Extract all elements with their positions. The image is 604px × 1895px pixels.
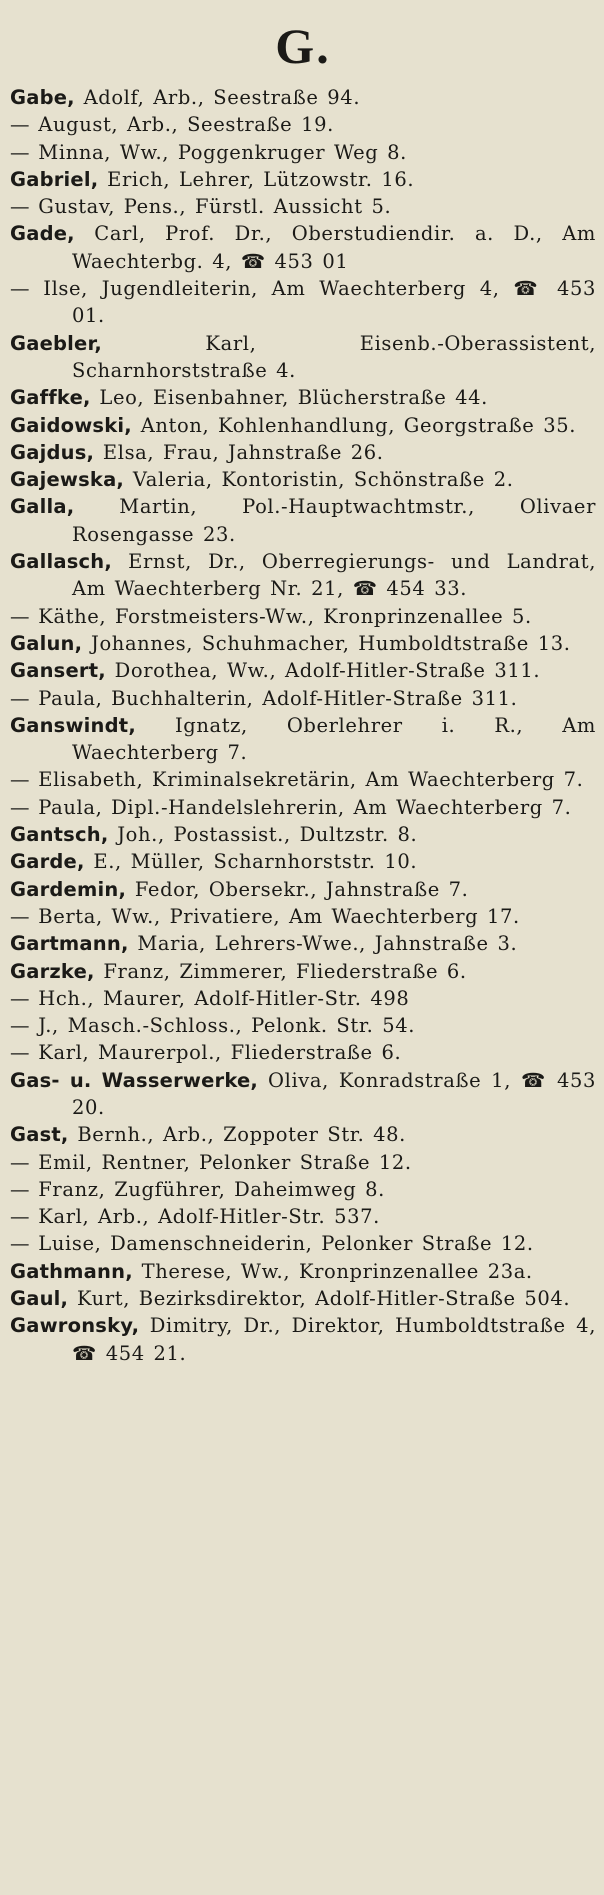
- entry-repeat-dash: —: [10, 140, 30, 164]
- entry-surname: Gajewska,: [10, 468, 125, 492]
- directory-entry: [10, 930, 596, 957]
- entry-surname: Garzke,: [10, 959, 95, 983]
- entry-details: Berta, Ww., Privatiere, Am Waechterberg 17.: [29, 904, 520, 928]
- directory-entry: [10, 985, 596, 1012]
- entry-details: Franz, Zugführer, Daheimweg 8.: [29, 1177, 385, 1201]
- entry-surname: Gast,: [10, 1123, 69, 1147]
- directory-entry: [10, 1176, 596, 1203]
- directory-entry: [10, 466, 596, 493]
- directory-entry: [10, 1203, 596, 1230]
- entry-surname: Gawronsky,: [10, 1314, 140, 1338]
- directory-entry: [10, 1312, 596, 1367]
- letter-heading: G.: [275, 18, 331, 74]
- directory-entry: [10, 848, 596, 875]
- entry-details: Adolf, Arb., Seestraße 94.: [74, 86, 361, 109]
- entry-details: Leo, Eisenbahner, Blücherstraße 44.: [90, 386, 488, 410]
- directory-entry: [10, 275, 596, 330]
- entry-repeat-dash: —: [10, 113, 30, 137]
- directory-entry: [10, 493, 596, 548]
- entry-details: Joh., Postassist., Dultzstr. 8.: [108, 823, 418, 847]
- entry-repeat-dash: —: [10, 1014, 30, 1038]
- directory-entry: [10, 1285, 596, 1312]
- entry-details: Elisabeth, Kriminalsekretärin, Am Waechterberg 7.: [29, 768, 584, 792]
- entry-surname: Galla,: [10, 495, 75, 519]
- entry-details: Emil, Rentner, Pelonker Straße 12.: [29, 1150, 412, 1174]
- directory-entry: [10, 1149, 596, 1176]
- entry-surname: Gabriel,: [10, 167, 99, 191]
- directory-entry: [10, 685, 596, 712]
- directory-list: [10, 84, 596, 1367]
- entry-surname: Ganswindt,: [10, 713, 136, 737]
- directory-entry: [10, 958, 596, 985]
- entry-details: Carl, Prof. Dr., Oberstudiendir. a. D., Am Waechterbg. 4, ☎ 453 01: [72, 222, 596, 273]
- directory-entry: [10, 766, 596, 793]
- entry-details: J., Masch.-Schloss., Pelonk. Str. 54.: [29, 1014, 416, 1038]
- entry-details: Karl, Maurerpol., Fliederstraße 6.: [29, 1041, 402, 1065]
- directory-entry: [10, 220, 596, 275]
- directory-entry: [10, 1121, 596, 1148]
- directory-entry: [10, 412, 596, 439]
- entry-details: Johannes, Schuhmacher, Humboldtstraße 13.: [82, 631, 571, 655]
- entry-surname: Galun,: [10, 631, 83, 655]
- directory-entry: [10, 712, 596, 767]
- entry-surname: Gartmann,: [10, 932, 129, 956]
- directory-entry: [10, 1039, 596, 1066]
- entry-details: Ernst, Dr., Oberregierungs- und Landrat, Am Waechterberg Nr. 21, ☎ 454 33.: [72, 550, 596, 601]
- entry-details: Anton, Kohlenhandlung, Georgstraße 35.: [131, 413, 577, 437]
- entry-surname: Gardemin,: [10, 877, 127, 901]
- directory-entry: [10, 384, 596, 411]
- entry-details: Karl, Arb., Adolf-Hitler-Str. 537.: [29, 1205, 380, 1229]
- entry-details: Hch., Maurer, Adolf-Hitler-Str. 498: [29, 986, 410, 1010]
- entry-surname: Gaffke,: [10, 386, 91, 410]
- directory-entry: [10, 166, 596, 193]
- entry-surname: Gas- u. Wasserwerke,: [10, 1068, 259, 1092]
- entry-repeat-dash: —: [10, 768, 30, 792]
- directory-entry: [10, 111, 596, 138]
- entry-details: Therese, Ww., Kronprinzenallee 23a.: [132, 1259, 533, 1283]
- entry-details: Maria, Lehrers-Wwe., Jahnstraße 3.: [128, 932, 518, 956]
- entry-details: Ilse, Jugendleiterin, Am Waechterberg 4, ☎ 453 01.: [29, 277, 596, 328]
- directory-entry: [10, 1067, 596, 1122]
- entry-repeat-dash: —: [10, 686, 30, 710]
- entry-details: Luise, Damenschneiderin, Pelonker Straße 12.: [29, 1232, 534, 1256]
- entry-details: Gustav, Pens., Fürstl. Aussicht 5.: [29, 195, 392, 219]
- entry-details: Fedor, Obersekr., Jahnstraße 7.: [126, 877, 469, 901]
- directory-entry: [10, 1230, 596, 1257]
- entry-repeat-dash: —: [10, 1177, 30, 1201]
- entry-repeat-dash: —: [10, 277, 30, 301]
- directory-entry: [10, 903, 596, 930]
- entry-repeat-dash: —: [10, 986, 30, 1010]
- entry-details: Oliva, Konradstraße 1, ☎ 453 20.: [72, 1068, 597, 1119]
- entry-surname: Gaidowski,: [10, 413, 132, 437]
- directory-entry: [10, 630, 596, 657]
- entry-details: Minna, Ww., Poggenkruger Weg 8.: [29, 140, 407, 164]
- directory-entry: [10, 657, 596, 684]
- entry-repeat-dash: —: [10, 1205, 30, 1229]
- directory-entry: [10, 193, 596, 220]
- directory-entry: [10, 548, 596, 603]
- directory-entry: [10, 330, 596, 385]
- entry-details: Kurt, Bezirksdirektor, Adolf-Hitler-Straße 504.: [68, 1287, 571, 1311]
- entry-repeat-dash: —: [10, 1150, 30, 1174]
- entry-details: E., Müller, Scharnhorststr. 10.: [84, 850, 418, 874]
- directory-entry: [10, 821, 596, 848]
- entry-details: Käthe, Forstmeisters-Ww., Kronprinzenallee 5.: [29, 604, 532, 628]
- entry-repeat-dash: —: [10, 1232, 30, 1256]
- entry-details: Erich, Lehrer, Lützowstr. 16.: [98, 167, 415, 191]
- entry-repeat-dash: —: [10, 904, 30, 928]
- entry-repeat-dash: —: [10, 195, 30, 219]
- entry-details: Bernh., Arb., Zoppoter Str. 48.: [68, 1123, 406, 1147]
- entry-details: Paula, Dipl.-Handelslehrerin, Am Waechterberg 7.: [29, 795, 572, 819]
- entry-details: Franz, Zimmerer, Fliederstraße 6.: [94, 959, 467, 983]
- entry-details: Martin, Pol.-Hauptwachtmstr., Olivaer Rosengasse 23.: [72, 495, 596, 546]
- entry-surname: Gaul,: [10, 1287, 69, 1311]
- entry-details: August, Arb., Seestraße 19.: [29, 113, 334, 137]
- entry-surname: Garde,: [10, 850, 85, 874]
- entry-repeat-dash: —: [10, 795, 30, 819]
- entry-surname: Gantsch,: [10, 823, 109, 847]
- entry-surname: Gathmann,: [10, 1259, 133, 1283]
- entry-surname: Gaebler,: [10, 331, 103, 355]
- entry-surname: Gajdus,: [10, 440, 95, 464]
- entry-details: Paula, Buchhalterin, Adolf-Hitler-Straße 311.: [29, 686, 518, 710]
- directory-entry: [10, 1012, 596, 1039]
- entry-details: Karl, Eisenb.-Oberassistent, Scharnhorststraße 4.: [72, 331, 596, 382]
- entry-repeat-dash: —: [10, 1041, 30, 1065]
- entry-surname: Gallasch,: [10, 550, 112, 574]
- entry-surname: Gansert,: [10, 659, 106, 683]
- directory-entry: [10, 439, 596, 466]
- directory-entry: [10, 876, 596, 903]
- entry-surname: Gabe,: [10, 86, 75, 109]
- directory-entry: [10, 139, 596, 166]
- directory-entry: [10, 794, 596, 821]
- entry-details: Dimitry, Dr., Direktor, Humboldtstraße 4, ☎ 454 21.: [72, 1314, 596, 1365]
- entry-surname: Gade,: [10, 222, 75, 246]
- entry-details: Elsa, Frau, Jahnstraße 26.: [94, 440, 384, 464]
- entry-details: Ignatz, Oberlehrer i. R., Am Waechterberg 7.: [72, 713, 596, 765]
- entry-details: Dorothea, Ww., Adolf-Hitler-Straße 311.: [105, 659, 541, 683]
- directory-entry: [10, 603, 596, 630]
- directory-entry: [10, 84, 596, 111]
- entry-repeat-dash: —: [10, 604, 30, 628]
- entry-details: Valeria, Kontoristin, Schönstraße 2.: [124, 468, 514, 492]
- directory-entry: [10, 1258, 596, 1285]
